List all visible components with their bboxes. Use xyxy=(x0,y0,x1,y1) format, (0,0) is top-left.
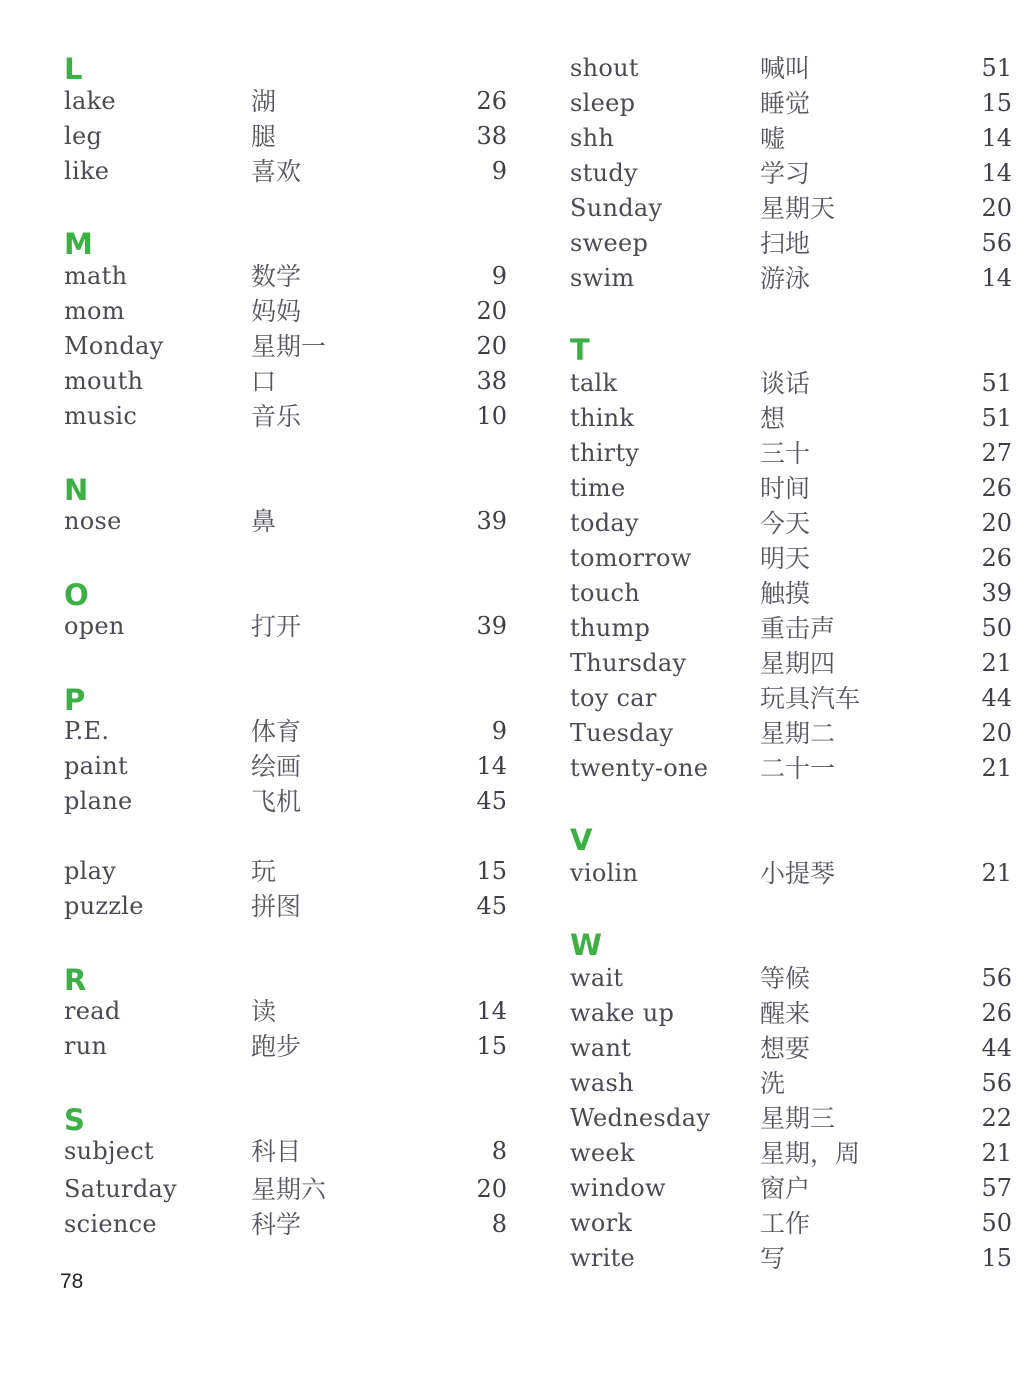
glossary-entry xyxy=(64,154,514,189)
glossary-entry xyxy=(64,749,514,784)
glossary-entry xyxy=(64,84,514,119)
glossary-entry xyxy=(570,856,1020,891)
chinese-translation: 玩 xyxy=(251,857,277,886)
page-reference: 14 xyxy=(476,752,507,780)
english-word: leg xyxy=(64,122,103,150)
chinese-translation: 等候 xyxy=(760,964,811,993)
chinese-translation: 星期二 xyxy=(760,719,836,748)
english-word: want xyxy=(570,1034,632,1062)
english-word: math xyxy=(64,262,128,290)
glossary-entry xyxy=(64,1029,514,1064)
english-word: talk xyxy=(570,369,618,397)
english-word: Tuesday xyxy=(570,719,674,747)
chinese-translation: 学习 xyxy=(760,159,811,188)
glossary-entry xyxy=(570,471,1020,506)
glossary-entry xyxy=(64,994,514,1029)
chinese-translation: 时间 xyxy=(760,474,811,503)
english-word: play xyxy=(64,857,117,885)
section-letter-s: S xyxy=(64,1103,85,1137)
chinese-translation: 妈妈 xyxy=(251,297,302,326)
glossary-entry xyxy=(570,86,1020,121)
chinese-translation: 拼图 xyxy=(251,892,302,921)
chinese-translation: 窗户 xyxy=(760,1174,811,1203)
chinese-translation: 跑步 xyxy=(251,1032,302,1061)
english-word: write xyxy=(570,1244,636,1272)
glossary-entry xyxy=(64,329,514,364)
glossary-entry xyxy=(64,119,514,154)
chinese-translation: 星期四 xyxy=(760,649,836,678)
english-word: science xyxy=(64,1210,157,1238)
section-letter-p: P xyxy=(64,683,86,717)
glossary-entry xyxy=(570,366,1020,401)
page-reference: 51 xyxy=(981,54,1012,82)
chinese-translation: 游泳 xyxy=(760,264,811,293)
page-reference: 9 xyxy=(491,717,507,745)
chinese-translation: 工作 xyxy=(760,1209,811,1238)
page-reference: 20 xyxy=(981,719,1012,747)
chinese-translation: 数学 xyxy=(251,262,302,291)
glossary-entry xyxy=(64,259,514,294)
glossary-entry xyxy=(570,226,1020,261)
page-reference: 21 xyxy=(981,1139,1012,1167)
page-reference: 45 xyxy=(476,787,507,815)
english-word: run xyxy=(64,1032,108,1060)
section-letter-l: L xyxy=(64,52,83,86)
english-word: touch xyxy=(570,579,640,607)
english-word: plane xyxy=(64,787,133,815)
english-word: wash xyxy=(570,1069,634,1097)
glossary-entry xyxy=(570,156,1020,191)
chinese-translation: 音乐 xyxy=(251,402,302,431)
page-reference: 56 xyxy=(981,964,1012,992)
chinese-translation: 星期天 xyxy=(760,194,836,223)
chinese-translation: 三十 xyxy=(760,439,811,468)
english-word: violin xyxy=(570,859,639,887)
page-reference: 10 xyxy=(476,402,507,430)
english-word: Saturday xyxy=(64,1175,177,1203)
section-letter-t: T xyxy=(570,333,590,367)
chinese-translation: 写 xyxy=(760,1244,786,1273)
glossary-entry xyxy=(64,504,514,539)
chinese-translation: 喊叫 xyxy=(760,54,811,83)
chinese-translation: 打开 xyxy=(251,612,302,641)
page-reference: 20 xyxy=(476,297,507,325)
glossary-entry xyxy=(570,961,1020,996)
page-reference: 26 xyxy=(981,544,1012,572)
page-reference: 8 xyxy=(491,1210,507,1238)
english-word: paint xyxy=(64,752,128,780)
glossary-entry xyxy=(570,121,1020,156)
page-reference: 44 xyxy=(981,684,1012,712)
english-word: sleep xyxy=(570,89,636,117)
glossary-entry xyxy=(570,751,1020,786)
glossary-entry xyxy=(64,714,514,749)
english-word: week xyxy=(570,1139,635,1167)
glossary-entry xyxy=(570,541,1020,576)
section-letter-v: V xyxy=(570,823,593,857)
glossary-entry xyxy=(64,889,514,924)
page-reference: 9 xyxy=(491,262,507,290)
english-word: sweep xyxy=(570,229,649,257)
english-word: like xyxy=(64,157,110,185)
page-reference: 20 xyxy=(981,509,1012,537)
page-reference: 51 xyxy=(981,404,1012,432)
glossary-entry xyxy=(64,294,514,329)
english-word: work xyxy=(570,1209,633,1237)
glossary-entry xyxy=(64,1207,514,1242)
glossary-entry xyxy=(570,51,1020,86)
chinese-translation: 今天 xyxy=(760,509,811,538)
chinese-translation: 触摸 xyxy=(760,579,811,608)
english-word: mom xyxy=(64,297,125,325)
english-word: P.E. xyxy=(64,717,110,745)
glossary-entry xyxy=(570,506,1020,541)
english-word: subject xyxy=(64,1137,154,1165)
page-reference: 20 xyxy=(981,194,1012,222)
page-number: 78 xyxy=(60,1270,84,1293)
page-reference: 50 xyxy=(981,614,1012,642)
chinese-translation: 口 xyxy=(251,367,277,396)
chinese-translation: 星期，周 xyxy=(760,1139,861,1168)
page-reference: 15 xyxy=(981,89,1012,117)
english-word: shh xyxy=(570,124,615,152)
page-reference: 21 xyxy=(981,754,1012,782)
glossary-entry xyxy=(570,261,1020,296)
section-letter-w: W xyxy=(570,928,602,962)
glossary-entry xyxy=(64,854,514,889)
section-letter-m: M xyxy=(64,227,93,261)
chinese-translation: 星期六 xyxy=(251,1175,327,1204)
glossary-entry xyxy=(570,576,1020,611)
english-word: thirty xyxy=(570,439,640,467)
glossary-entry xyxy=(570,191,1020,226)
chinese-translation: 嘘 xyxy=(760,124,786,153)
page-reference: 39 xyxy=(476,507,507,535)
chinese-translation: 睡觉 xyxy=(760,89,811,118)
english-word: time xyxy=(570,474,626,502)
english-word: tomorrow xyxy=(570,544,692,572)
section-letter-r: R xyxy=(64,963,87,997)
page-reference: 56 xyxy=(981,229,1012,257)
chinese-translation: 星期三 xyxy=(760,1104,836,1133)
glossary-entry xyxy=(570,1206,1020,1241)
english-word: thump xyxy=(570,614,651,642)
page-reference: 26 xyxy=(981,474,1012,502)
glossary-entry xyxy=(570,716,1020,751)
page-reference: 9 xyxy=(491,157,507,185)
chinese-translation: 玩具汽车 xyxy=(760,684,861,713)
chinese-translation: 二十一 xyxy=(760,754,836,783)
page-reference: 8 xyxy=(491,1137,507,1165)
chinese-translation: 扫地 xyxy=(760,229,811,258)
english-word: shout xyxy=(570,54,639,82)
page-reference: 14 xyxy=(981,124,1012,152)
glossary-entry xyxy=(64,399,514,434)
chinese-translation: 科目 xyxy=(251,1137,302,1166)
glossary-entry xyxy=(64,1134,514,1169)
page-reference: 15 xyxy=(981,1244,1012,1272)
page-reference: 38 xyxy=(476,122,507,150)
glossary-entry xyxy=(64,784,514,819)
glossary-entry xyxy=(570,401,1020,436)
glossary-entry xyxy=(570,1066,1020,1101)
english-word: think xyxy=(570,404,635,432)
page-reference: 15 xyxy=(476,857,507,885)
chinese-translation: 洗 xyxy=(760,1069,786,1098)
english-word: lake xyxy=(64,87,116,115)
chinese-translation: 湖 xyxy=(251,87,277,116)
chinese-translation: 明天 xyxy=(760,544,811,573)
page-reference: 44 xyxy=(981,1034,1012,1062)
chinese-translation: 腿 xyxy=(251,122,277,151)
glossary-entry xyxy=(64,364,514,399)
english-word: nose xyxy=(64,507,122,535)
page-reference: 14 xyxy=(981,159,1012,187)
english-word: wake up xyxy=(570,999,675,1027)
chinese-translation: 鼻 xyxy=(251,507,277,536)
english-word: wait xyxy=(570,964,624,992)
glossary-entry xyxy=(570,681,1020,716)
chinese-translation: 绘画 xyxy=(251,752,302,781)
english-word: swim xyxy=(570,264,635,292)
glossary-entry xyxy=(570,436,1020,471)
page-reference: 39 xyxy=(981,579,1012,607)
english-word: window xyxy=(570,1174,666,1202)
chinese-translation: 谈话 xyxy=(760,369,811,398)
glossary-entry xyxy=(570,1136,1020,1171)
page-reference: 56 xyxy=(981,1069,1012,1097)
page-reference: 50 xyxy=(981,1209,1012,1237)
chinese-translation: 体育 xyxy=(251,717,302,746)
chinese-translation: 想要 xyxy=(760,1034,811,1063)
page-reference: 14 xyxy=(476,997,507,1025)
glossary-entry xyxy=(64,1172,514,1207)
glossary-entry xyxy=(570,646,1020,681)
english-word: today xyxy=(570,509,639,537)
page-reference: 39 xyxy=(476,612,507,640)
glossary-entry xyxy=(64,609,514,644)
section-letter-n: N xyxy=(64,473,89,507)
page-reference: 51 xyxy=(981,369,1012,397)
section-letter-o: O xyxy=(64,578,89,612)
chinese-translation: 星期一 xyxy=(251,332,327,361)
chinese-translation: 读 xyxy=(251,997,277,1026)
chinese-translation: 重击声 xyxy=(760,614,836,643)
english-word: Monday xyxy=(64,332,164,360)
english-word: Sunday xyxy=(570,194,663,222)
english-word: twenty-one xyxy=(570,754,709,782)
english-word: study xyxy=(570,159,638,187)
glossary-entry xyxy=(570,996,1020,1031)
english-word: Wednesday xyxy=(570,1104,711,1132)
page-reference: 14 xyxy=(981,264,1012,292)
page-reference: 22 xyxy=(981,1104,1012,1132)
glossary-entry xyxy=(570,611,1020,646)
english-word: puzzle xyxy=(64,892,144,920)
english-word: mouth xyxy=(64,367,144,395)
english-word: Thursday xyxy=(570,649,687,677)
english-word: read xyxy=(64,997,121,1025)
page-reference: 20 xyxy=(476,332,507,360)
glossary-entry xyxy=(570,1171,1020,1206)
chinese-translation: 喜欢 xyxy=(251,157,302,186)
chinese-translation: 飞机 xyxy=(251,787,302,816)
page-reference: 20 xyxy=(476,1175,507,1203)
chinese-translation: 想 xyxy=(760,404,786,433)
english-word: music xyxy=(64,402,138,430)
page-reference: 26 xyxy=(981,999,1012,1027)
english-word: open xyxy=(64,612,125,640)
english-word: toy car xyxy=(570,684,657,712)
glossary-entry xyxy=(570,1241,1020,1276)
chinese-translation: 小提琴 xyxy=(760,859,836,888)
glossary-entry xyxy=(570,1031,1020,1066)
page-reference: 15 xyxy=(476,1032,507,1060)
glossary-entry xyxy=(570,1101,1020,1136)
page-reference: 21 xyxy=(981,859,1012,887)
page-reference: 27 xyxy=(981,439,1012,467)
chinese-translation: 醒来 xyxy=(760,999,811,1028)
page-reference: 26 xyxy=(476,87,507,115)
chinese-translation: 科学 xyxy=(251,1210,302,1239)
page-reference: 45 xyxy=(476,892,507,920)
page-reference: 38 xyxy=(476,367,507,395)
page-reference: 57 xyxy=(981,1174,1012,1202)
page-reference: 21 xyxy=(981,649,1012,677)
